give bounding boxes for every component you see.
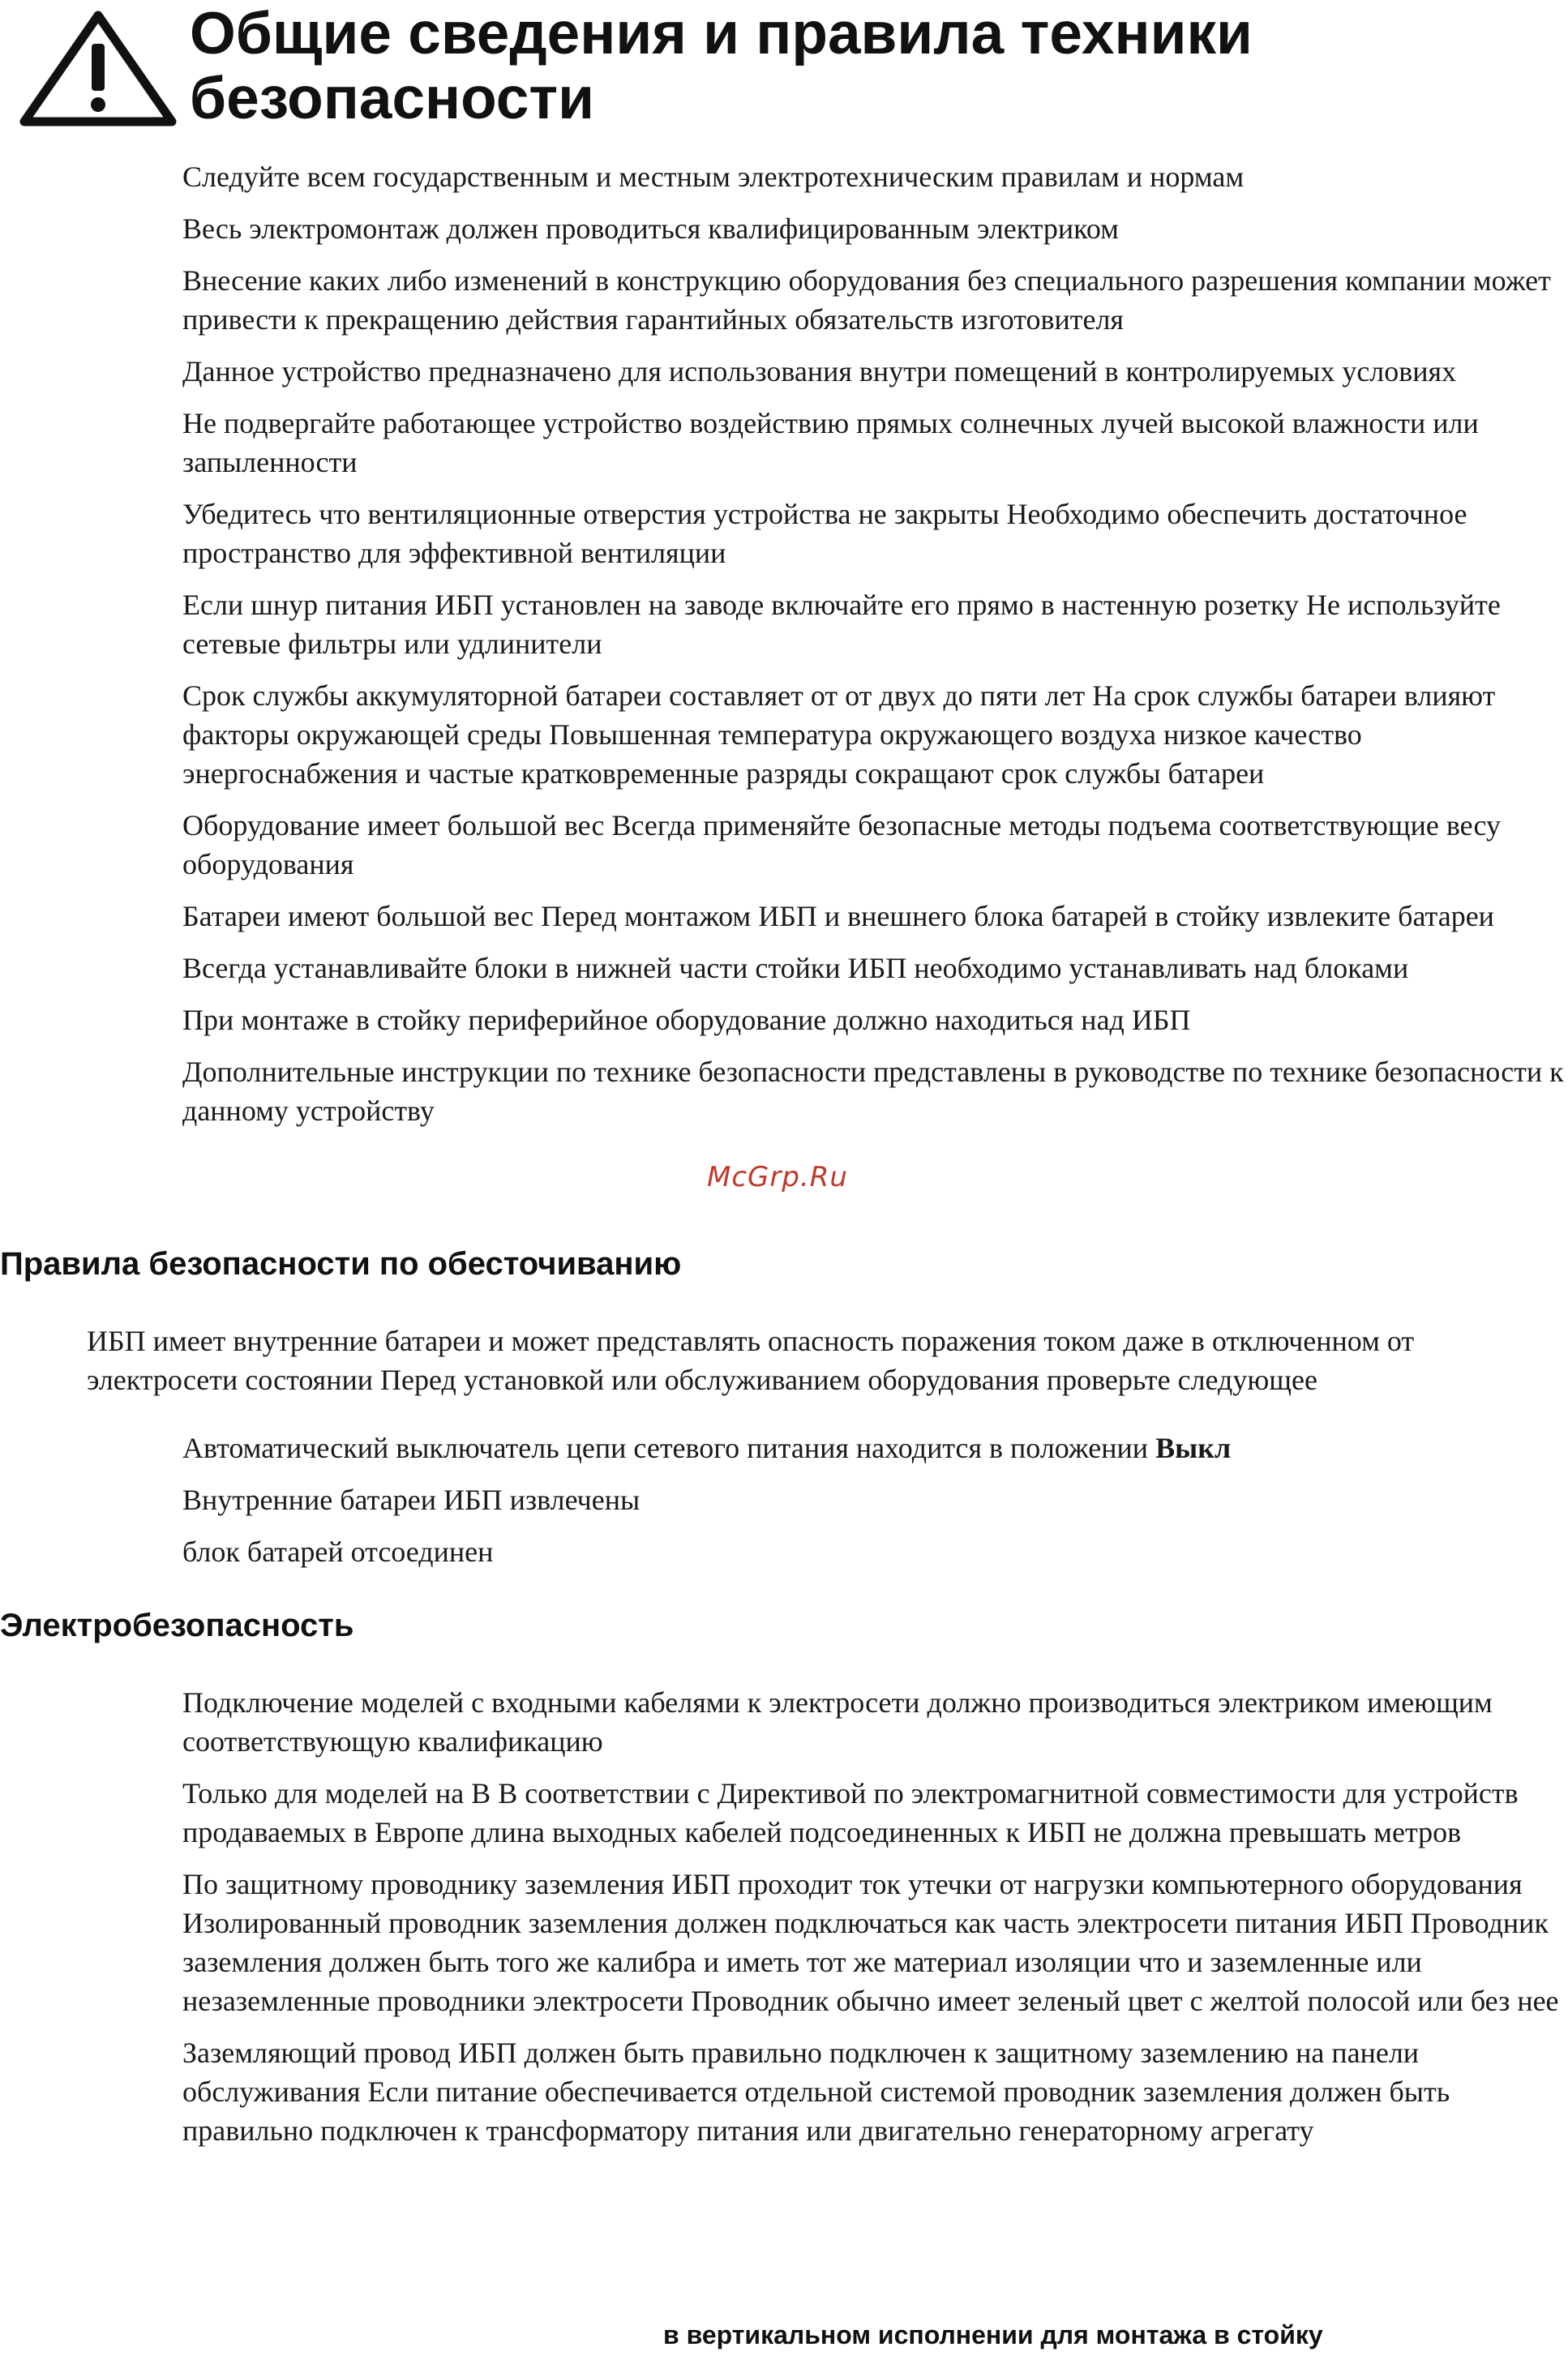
page-title-line-2: безопасности <box>190 66 594 131</box>
general-rule-item: Не подвергайте работающее устройство воздействию прямых солнечных лучей высокой влажности или запыленности <box>182 407 1479 478</box>
deenergize-item <box>182 1428 1568 1467</box>
electrical-item: Подключение моделей с входными кабелями к электросети должно производиться электриком имеющим соответствующую квалификацию <box>182 1686 1493 1758</box>
general-rules-list <box>182 157 1568 1130</box>
deenergize-heading: Правила безопасности по обесточиванию <box>0 1246 682 1282</box>
general-rule-item: Внесение каких либо изменений в конструкцию оборудования без специального разрешения компании может привести к прекращению действия гарантийных обязательств изготовителя <box>182 264 1551 336</box>
deenergize-item-bold: Выкл <box>1155 1432 1232 1464</box>
general-rule-item: Дополнительные инструкции по технике безопасности представлены в руководстве по технике безопасности к данному устройству <box>182 1056 1564 1127</box>
electrical-list <box>182 1683 1568 2150</box>
page-title-line-1: Общие сведения и правила техники <box>190 1 1253 66</box>
electrical-item: Только для моделей на В В соответствии с Директивой по электромагнитной совместимости для устройств продаваемых в Европе длина выходных кабелей подсоединенных к ИБП не должна превышать метров <box>182 1777 1519 1848</box>
general-rule-item: Следуйте всем государственным и местным электротехническим правилам и нормам <box>182 161 1245 193</box>
general-rule-item: Если шнур питания ИБП установлен на заводе включайте его прямо в настенную розетку Не используйте сетевые фильтры или удлинители <box>182 589 1501 660</box>
general-rule-item: Данное устройство предназначено для использования внутри помещений в контролируемых условиях <box>182 355 1457 388</box>
deenergize-item-text: Внутренние батареи ИБП извлечены <box>182 1484 640 1516</box>
watermark-text: McGrp.Ru <box>707 1161 848 1193</box>
deenergize-item-text: блок батарей отсоединен <box>182 1535 494 1568</box>
deenergize-intro: ИБП имеет внутренние батареи и может представлять опасность поражения током даже в отключенном от электросети состоянии Перед установкой или обслуживанием оборудования проверьте следующее <box>87 1325 1415 1396</box>
general-rule-item: Оборудование имеет большой вес Всегда применяйте безопасные методы подъема соответствующие весу оборудования <box>182 809 1501 880</box>
general-rule-item: При монтаже в стойку периферийное оборудование должно находиться над ИБП <box>182 1004 1191 1036</box>
general-rule-item: Всегда устанавливайте блоки в нижней части стойки ИБП необходимо устанавливать над блоками <box>182 952 1409 984</box>
general-rule-item: Батареи имеют большой вес Перед монтажом ИБП и внешнего блока батарей в стойку извлеките батареи <box>182 900 1494 932</box>
deenergize-item <box>182 1532 1568 1571</box>
deenergize-item-text: Автоматический выключатель цепи сетевого питания находится в положении <box>182 1432 1156 1464</box>
deenergize-list <box>182 1428 1568 1571</box>
general-rule-item: Убедитесь что вентиляционные отверстия устройства не закрыты Необходимо обеспечить достаточное пространство для эффективной вентиляции <box>182 498 1467 569</box>
electrical-heading: Электробезопасность <box>0 1608 354 1643</box>
general-rule-item: Срок службы аккумуляторной батареи составляет от от двух до пяти лет На срок службы батареи влияют факторы окружающей среды Повышенная температура окружающего воздуха низкое качество энергоснабжения и частые кратковременные разряды сокращают срок службы батареи <box>182 679 1496 790</box>
deenergize-item <box>182 1480 1568 1519</box>
electrical-item: Заземляющий провод ИБП должен быть правильно подключен к защитному заземлению на панели обслуживания Если питание обеспечивается отдельной системой проводник заземления должен быть правильно подключен к трансформатору питания или двигательно генераторному агрегату <box>182 2037 1450 2147</box>
electrical-item: По защитному проводнику заземления ИБП проходит ток утечки от нагрузки компьютерного оборудования Изолированный проводник заземления должен подключаться как часть электросети питания ИБП Проводник заземления должен быть того же калибра и иметь тот же материал изоляции что и заземленные или незаземленные проводники электросети Проводник обычно имеет зеленый цвет с желтой полосой или без нее <box>182 1868 1559 2017</box>
page-title <box>190 2 1253 131</box>
general-rule-item: Весь электромонтаж должен проводиться квалифицированным электриком <box>182 212 1119 245</box>
footer-caption: в вертикальном исполнении для монтажа в стойку <box>663 2320 1323 2349</box>
warning-triangle-icon <box>18 8 178 128</box>
